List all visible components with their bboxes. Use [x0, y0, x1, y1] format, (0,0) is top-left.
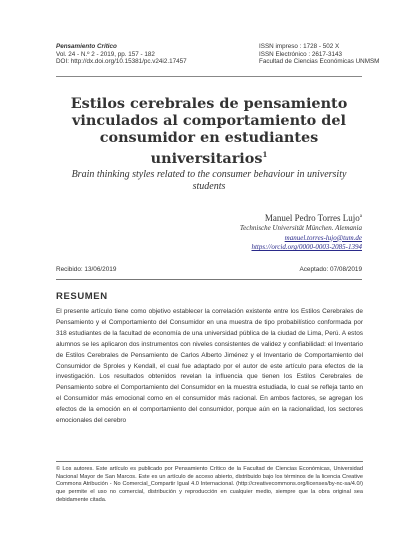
- author-mark: a: [359, 214, 362, 219]
- abstract-text: El presente artículo tiene como objetivo establecer la correlación existente entre los Estilos Cerebrales de Pensamiento y el Comportamiento del Consumidor en una muestra de tipo probabilístico conformada por 318 estudiantes de la facultad de economía de una universidad pública de la ciudad de Lima, Perú. A estos alumnos se les aplicaron dos instrumentos con niveles consistentes de validez y confiabilidad: el Inventario de Estilos Cerebrales de Pensamiento de Carlos Alberto Jiménez y el Inventario de Comportamiento del Consumidor de Sproles y Kendall, el cual fue adaptado por el autor de este artículo para efectos de la investigación. Los resultados obtenidos revelan la influencia que tienen los Estilos Cerebrales de Pensamiento sobre el Comportamiento del Consumidor en la muestra estudiada, lo cual se refleja tanto en el Consumidor más emocional como en el consumidor más racional. En ambos factores, se agregan los efectos de la emoción en el comportamiento del consumidor, porque aún en la racionalidad, los sectores emocionales del cerebro: [56, 308, 363, 425]
- accepted-date: Aceptado: 07/08/2019: [299, 266, 362, 273]
- abstract-heading: RESUMEN: [56, 291, 108, 302]
- journal-info: [56, 43, 236, 66]
- author-block: [162, 211, 362, 253]
- article-title: [60, 95, 358, 167]
- issn-print: ISSN impreso : 1728 - 502 X: [259, 43, 340, 50]
- dates-divider: [56, 279, 362, 280]
- journal-name: Pensamiento Crítico: [56, 43, 117, 50]
- author-orcid[interactable]: https://orcid.org/0000-0003-2085-1394: [251, 243, 362, 251]
- issn-info: [259, 43, 389, 66]
- header-divider: [56, 76, 362, 77]
- title-footnote-mark: 1: [262, 150, 268, 159]
- author-name-line: [162, 211, 362, 224]
- issn-electronic: ISSN Electrónico : 2617-3143: [259, 50, 342, 58]
- footnote-divider: [56, 461, 363, 462]
- volume-info: Vol. 24 - N.º 2 - 2019, pp. 157 - 182: [56, 50, 155, 58]
- article-title-text: Estilos cerebrales de pensamiento vinculados al comportamiento del consumidor en estudiantes universitarios: [70, 95, 348, 167]
- license-footnote: © Los autores. Este artículo es publicado por Pensamiento Crítico de la Facultad de Ciencias Económicas, Universidad Nacional Mayor de San Marcos. Este es un artículo de acceso abierto, distribuido bajo los términos de la licencia Creative Commons Atribución - No Comercial_Compartir Igual 4.0 Internacional. (http://creativecommons.org/licenses/by-nc-sa/4.0/) que permite el uso no comercial, distribución y reproducción en cualquier medio, siempre que la obra original sea debidamente citada.: [56, 466, 363, 503]
- author-email[interactable]: manuel.torres-lujo@tum.de: [284, 233, 362, 242]
- faculty: Facultad de Ciencias Económicas UNMSM: [259, 58, 380, 66]
- author-name: Manuel Pedro Torres Lujo: [264, 213, 360, 223]
- author-affiliation: Technische Universität München. Alemania: [239, 224, 362, 232]
- received-date: Recibido: 13/06/2019: [56, 266, 117, 273]
- english-title: Brain thinking styles related to the consumer behaviour in university students: [71, 169, 347, 192]
- doi: DOI: http://dx.doi.org/10.15381/pc.v24i2.17457: [56, 58, 187, 66]
